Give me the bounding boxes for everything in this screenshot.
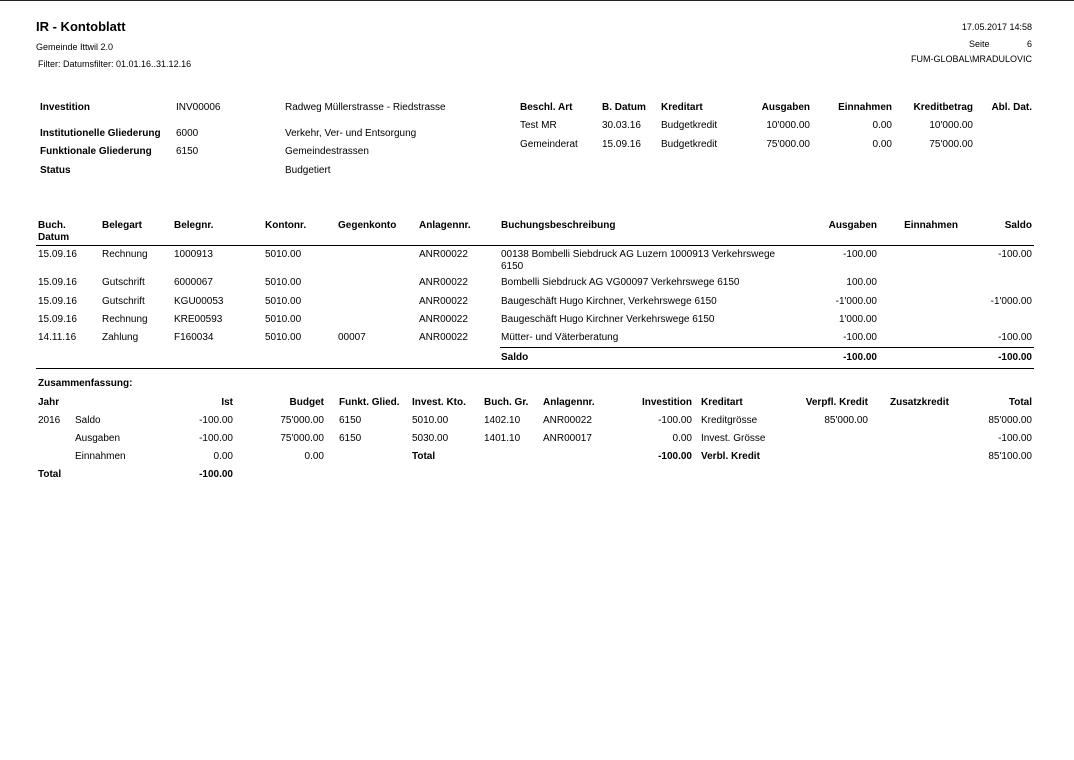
- booking-anlagennr: ANR00022: [419, 277, 468, 288]
- summary-total: -100.00: [998, 433, 1032, 444]
- booking-kontonr: 5010.00: [265, 314, 302, 325]
- bookings-bottom-divider: [36, 368, 1034, 369]
- booking-kontonr: 5010.00: [265, 249, 302, 260]
- funk-gliederung-name: Gemeindestrassen: [285, 146, 369, 157]
- summary-title: Zusammenfassung:: [38, 378, 133, 389]
- booking-header-einnahmen: Einnahmen: [904, 220, 958, 231]
- credit-header-kreditbetrag: Kreditbetrag: [913, 102, 973, 113]
- credit-header-ausgaben: Ausgaben: [761, 102, 810, 113]
- booking-datum: 15.09.16: [38, 249, 77, 260]
- summary-kreditart: Invest. Grösse: [701, 433, 766, 444]
- inst-gliederung-code: 6000: [176, 128, 199, 139]
- credit-row-kreditart: Budgetkredit: [661, 139, 718, 150]
- booking-saldo: -100.00: [998, 249, 1032, 260]
- summary-anlagennr: ANR00022: [543, 415, 592, 426]
- booking-anlagennr: ANR00022: [419, 296, 468, 307]
- credit-row-einnahmen: 0.00: [872, 139, 892, 150]
- summary-row-label: Einnahmen: [75, 451, 126, 462]
- booking-ausgaben: 100.00: [846, 277, 877, 288]
- investition-label: Investition: [40, 102, 91, 113]
- booking-belegart: Gutschrift: [102, 296, 145, 307]
- credit-row-kreditbetrag: 75'000.00: [929, 139, 973, 150]
- booking-beschreibung: 00138 Bombelli Siebdruck AG Luzern 1000913 Verkehrswege 6150: [501, 249, 776, 272]
- booking-header-kontonr: Kontonr.: [265, 220, 307, 231]
- summary-budget: 75'000.00: [280, 415, 324, 426]
- inst-gliederung-label: Institutionelle Gliederung: [40, 128, 161, 139]
- booking-belegart: Rechnung: [102, 249, 148, 260]
- booking-belegart: Zahlung: [102, 332, 139, 343]
- summary-header-zusatzkredit: Zusatzkredit: [890, 397, 949, 408]
- funk-gliederung-label: Funktionale Gliederung: [40, 146, 152, 157]
- booking-kontonr: 5010.00: [265, 332, 302, 343]
- summary-header-jahr: Jahr: [38, 397, 60, 408]
- booking-ausgaben: -1'000.00: [835, 296, 877, 307]
- booking-header-buch-datum: Buch. Datum: [38, 220, 70, 243]
- summary-total-ist: -100.00: [199, 469, 233, 480]
- booking-kontonr: 5010.00: [265, 296, 302, 307]
- credit-row-b-datum: 15.09.16: [602, 139, 641, 150]
- status-label: Status: [40, 165, 71, 176]
- summary-ist: -100.00: [199, 415, 233, 426]
- credit-header-b-datum: B. Datum: [602, 102, 646, 113]
- booking-gegenkonto: 00007: [338, 332, 366, 343]
- summary-invest-kto-total-label: Total: [412, 451, 436, 462]
- summary-jahr: 2016: [38, 415, 61, 426]
- summary-header-funkt-glied: Funkt. Glied.: [339, 397, 400, 408]
- booking-header-belegnr: Belegnr.: [174, 220, 214, 231]
- summary-header-total: Total: [1008, 397, 1032, 408]
- saldo-ausgaben: -100.00: [843, 352, 877, 363]
- report-datetime: 17.05.2017 14:58: [961, 22, 1032, 32]
- summary-header-invest-kto: Invest. Kto.: [412, 397, 466, 408]
- booking-saldo: -1'000.00: [990, 296, 1032, 307]
- credit-row-beschl-art: Test MR: [520, 120, 557, 131]
- summary-budget: 75'000.00: [280, 433, 324, 444]
- funk-gliederung-code: 6150: [176, 146, 199, 157]
- saldo-divider: [500, 347, 1034, 348]
- booking-belegnr: KGU00053: [174, 296, 224, 307]
- summary-total: 85'100.00: [988, 451, 1032, 462]
- summary-header-verpfl-kredit: Verpfl. Kredit: [805, 397, 868, 408]
- credit-row-ausgaben: 75'000.00: [766, 139, 810, 150]
- booking-datum: 14.11.16: [38, 332, 77, 343]
- inst-gliederung-name: Verkehr, Ver- und Entsorgung: [285, 128, 417, 139]
- user-name: FUM-GLOBAL\MRADULOVIC: [910, 54, 1032, 64]
- booking-header-beschreibung: Buchungsbeschreibung: [501, 220, 616, 231]
- credit-row-b-datum: 30.03.16: [602, 120, 641, 131]
- booking-datum: 15.09.16: [38, 314, 77, 325]
- booking-beschreibung: Bombelli Siebdruck AG VG00097 Verkehrswege 6150: [501, 277, 740, 288]
- summary-funkt-glied: 6150: [339, 415, 362, 426]
- summary-verpfl-kredit: 85'000.00: [824, 415, 868, 426]
- credit-header-beschl-art: Beschl. Art: [520, 102, 573, 113]
- credit-row-kreditart: Budgetkredit: [661, 120, 718, 131]
- summary-ist: 0.00: [213, 451, 233, 462]
- booking-beschreibung: Baugeschäft Hugo Kirchner, Verkehrswege 6150: [501, 296, 717, 307]
- summary-ist: -100.00: [199, 433, 233, 444]
- summary-header-budget: Budget: [289, 397, 324, 408]
- booking-datum: 15.09.16: [38, 277, 77, 288]
- summary-anlagennr: ANR00017: [543, 433, 592, 444]
- booking-header-gegenkonto: Gegenkonto: [338, 220, 397, 231]
- summary-header-buch-gr: Buch. Gr.: [484, 397, 529, 408]
- summary-budget: 0.00: [304, 451, 324, 462]
- gemeinde-name: Gemeinde Ittwil 2.0: [36, 42, 114, 52]
- booking-beschreibung: Baugeschäft Hugo Kirchner Verkehrswege 6150: [501, 314, 715, 325]
- booking-ausgaben: 1'000.00: [838, 314, 877, 325]
- status-value: Budgetiert: [285, 165, 331, 176]
- booking-ausgaben: -100.00: [843, 332, 877, 343]
- investition-name: Radweg Müllerstrasse - Riedstrasse: [285, 102, 446, 113]
- summary-header-anlagennr: Anlagennr.: [543, 397, 595, 408]
- page-label: Seite: [969, 39, 990, 49]
- summary-row-label: Ausgaben: [75, 433, 121, 444]
- saldo-total: -100.00: [998, 352, 1032, 363]
- booking-belegart: Rechnung: [102, 314, 148, 325]
- booking-header-saldo: Saldo: [1004, 220, 1032, 231]
- booking-anlagennr: ANR00022: [419, 332, 468, 343]
- booking-header-ausgaben: Ausgaben: [828, 220, 877, 231]
- booking-anlagennr: ANR00022: [419, 314, 468, 325]
- summary-investition: -100.00: [658, 415, 692, 426]
- booking-belegnr: KRE00593: [174, 314, 223, 325]
- summary-kreditart: Kreditgrösse: [701, 415, 758, 426]
- booking-belegnr: F160034: [174, 332, 214, 343]
- summary-invest-kto: 5030.00: [412, 433, 449, 444]
- summary-buch-gr: 1402.10: [484, 415, 521, 426]
- credit-header-kreditart: Kreditart: [661, 102, 703, 113]
- booking-header-divider: [36, 245, 1034, 246]
- summary-funkt-glied: 6150: [339, 433, 362, 444]
- investition-code: INV00006: [176, 102, 221, 113]
- filter-text: Filter: Datumsfilter: 01.01.16..31.12.16: [38, 59, 192, 69]
- summary-header-kreditart: Kreditart: [701, 397, 743, 408]
- booking-header-belegart: Belegart: [102, 220, 143, 231]
- summary-buch-gr: 1401.10: [484, 433, 521, 444]
- booking-belegnr: 6000067: [174, 277, 213, 288]
- summary-investition-total: -100.00: [658, 451, 692, 462]
- credit-row-ausgaben: 10'000.00: [766, 120, 810, 131]
- saldo-label: Saldo: [501, 352, 529, 363]
- summary-row-label: Saldo: [75, 415, 101, 426]
- booking-saldo: -100.00: [998, 332, 1032, 343]
- credit-header-einnahmen: Einnahmen: [838, 102, 892, 113]
- booking-kontonr: 5010.00: [265, 277, 302, 288]
- booking-ausgaben: -100.00: [843, 249, 877, 260]
- summary-header-ist: Ist: [221, 397, 233, 408]
- booking-anlagennr: ANR00022: [419, 249, 468, 260]
- summary-kreditart-verbl: Verbl. Kredit: [701, 451, 760, 462]
- summary-investition: 0.00: [672, 433, 692, 444]
- summary-total-label: Total: [38, 469, 62, 480]
- page-number: 6: [1026, 39, 1032, 49]
- page-top-border: [0, 0, 1074, 1]
- summary-total: 85'000.00: [988, 415, 1032, 426]
- booking-datum: 15.09.16: [38, 296, 77, 307]
- booking-belegnr: 1000913: [174, 249, 213, 260]
- booking-belegart: Gutschrift: [102, 277, 145, 288]
- credit-row-beschl-art: Gemeinderat: [520, 139, 578, 150]
- credit-row-einnahmen: 0.00: [872, 120, 892, 131]
- report-title: IR - Kontoblatt: [36, 19, 126, 34]
- booking-header-anlagennr: Anlagennr.: [419, 220, 471, 231]
- booking-beschreibung: Mütter- und Väterberatung: [501, 332, 619, 343]
- summary-invest-kto: 5010.00: [412, 415, 449, 426]
- credit-header-abl-dat: Abl. Dat.: [991, 102, 1032, 113]
- credit-row-kreditbetrag: 10'000.00: [929, 120, 973, 131]
- summary-header-investition: Investition: [641, 397, 692, 408]
